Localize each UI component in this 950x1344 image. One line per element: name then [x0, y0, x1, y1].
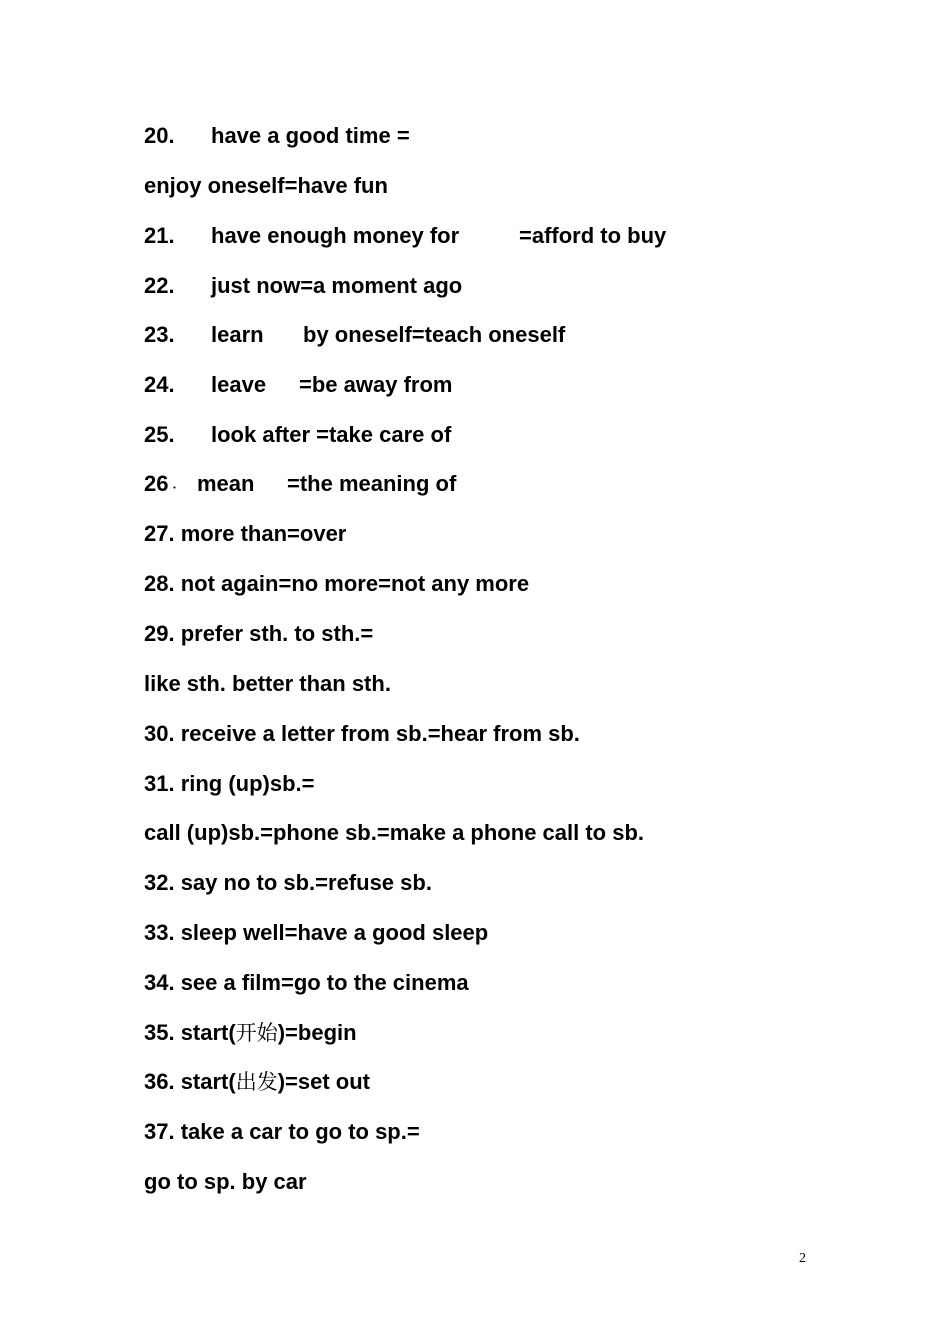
entry-chinese-gloss: 出发 [235, 1070, 278, 1094]
entry-text: just now=a moment ago [211, 273, 463, 298]
entry-29-continued [0, 671, 950, 697]
entry-32 [0, 870, 950, 896]
entry-29 [0, 621, 950, 647]
entry-text: leave [211, 372, 267, 397]
entry-text: 34. see a film=go to the cinema [144, 970, 469, 995]
entry-equivalent: )=set out [277, 1069, 371, 1094]
entry-text: 32. say no to sb.=refuse sb. [144, 870, 432, 895]
entry-text: have enough money for [211, 223, 460, 248]
entry-number: 21. [144, 223, 175, 248]
entry-number: 22. [144, 273, 175, 298]
entry-33 [0, 920, 950, 946]
entry-23 [0, 322, 950, 348]
entry-28 [0, 571, 950, 597]
entry-26 [0, 471, 950, 497]
entry-text: 29. prefer sth. to sth.= [144, 621, 374, 646]
page-number: 2 [799, 1251, 806, 1266]
entry-number: 23. [144, 322, 175, 347]
entry-equivalent: )=begin [277, 1020, 357, 1045]
entry-30 [0, 721, 950, 747]
entry-27 [0, 521, 950, 547]
entry-text: 31. ring (up)sb.= [144, 771, 315, 796]
entry-number: 20. [144, 123, 175, 148]
entry-34 [0, 970, 950, 996]
entry-22 [0, 273, 950, 299]
entry-separator: ． [172, 475, 189, 492]
entry-text: 28. not again=no more=not any more [144, 571, 530, 596]
entry-number: 24. [144, 372, 175, 397]
entry-36 [0, 1069, 950, 1095]
entry-text: 33. sleep well=have a good sleep [144, 920, 489, 945]
entry-text: like sth. better than sth. [144, 671, 391, 696]
entry-text: 27. more than=over [144, 521, 347, 546]
entry-number: 25. [144, 422, 175, 447]
entry-equivalent: =afford to buy [519, 223, 667, 248]
entry-20-continued [0, 173, 950, 199]
entry-25 [0, 422, 950, 448]
entry-20 [0, 123, 950, 149]
entry-37 [0, 1119, 950, 1145]
entry-24 [0, 372, 950, 398]
entry-35 [0, 1020, 950, 1046]
entry-text: mean [197, 471, 255, 496]
entry-text: 36. start( [144, 1069, 236, 1094]
entry-text: call (up)sb.=phone sb.=make a phone call to sb. [144, 820, 645, 845]
entry-equivalent: =the meaning of [287, 471, 457, 496]
entry-text: go to sp. by car [144, 1169, 307, 1194]
entry-text: 30. receive a letter from sb.=hear from sb. [144, 721, 580, 746]
entry-equivalent: by oneself=teach oneself [303, 322, 566, 347]
entry-chinese-gloss: 开始 [235, 1021, 278, 1045]
entry-text: look after =take care of [211, 422, 452, 447]
entry-37-continued [0, 1169, 950, 1195]
entry-21 [0, 223, 950, 249]
entry-equivalent: =be away from [299, 372, 453, 397]
entry-text: enjoy oneself=have fun [144, 173, 388, 198]
entry-text: 35. start( [144, 1020, 236, 1045]
entry-31-continued [0, 820, 950, 846]
entry-text: have a good time = [211, 123, 410, 148]
entry-text: 37. take a car to go to sp.= [144, 1119, 420, 1144]
entry-31 [0, 771, 950, 797]
entry-text: learn [211, 322, 264, 347]
entry-number: 26 [144, 471, 169, 496]
